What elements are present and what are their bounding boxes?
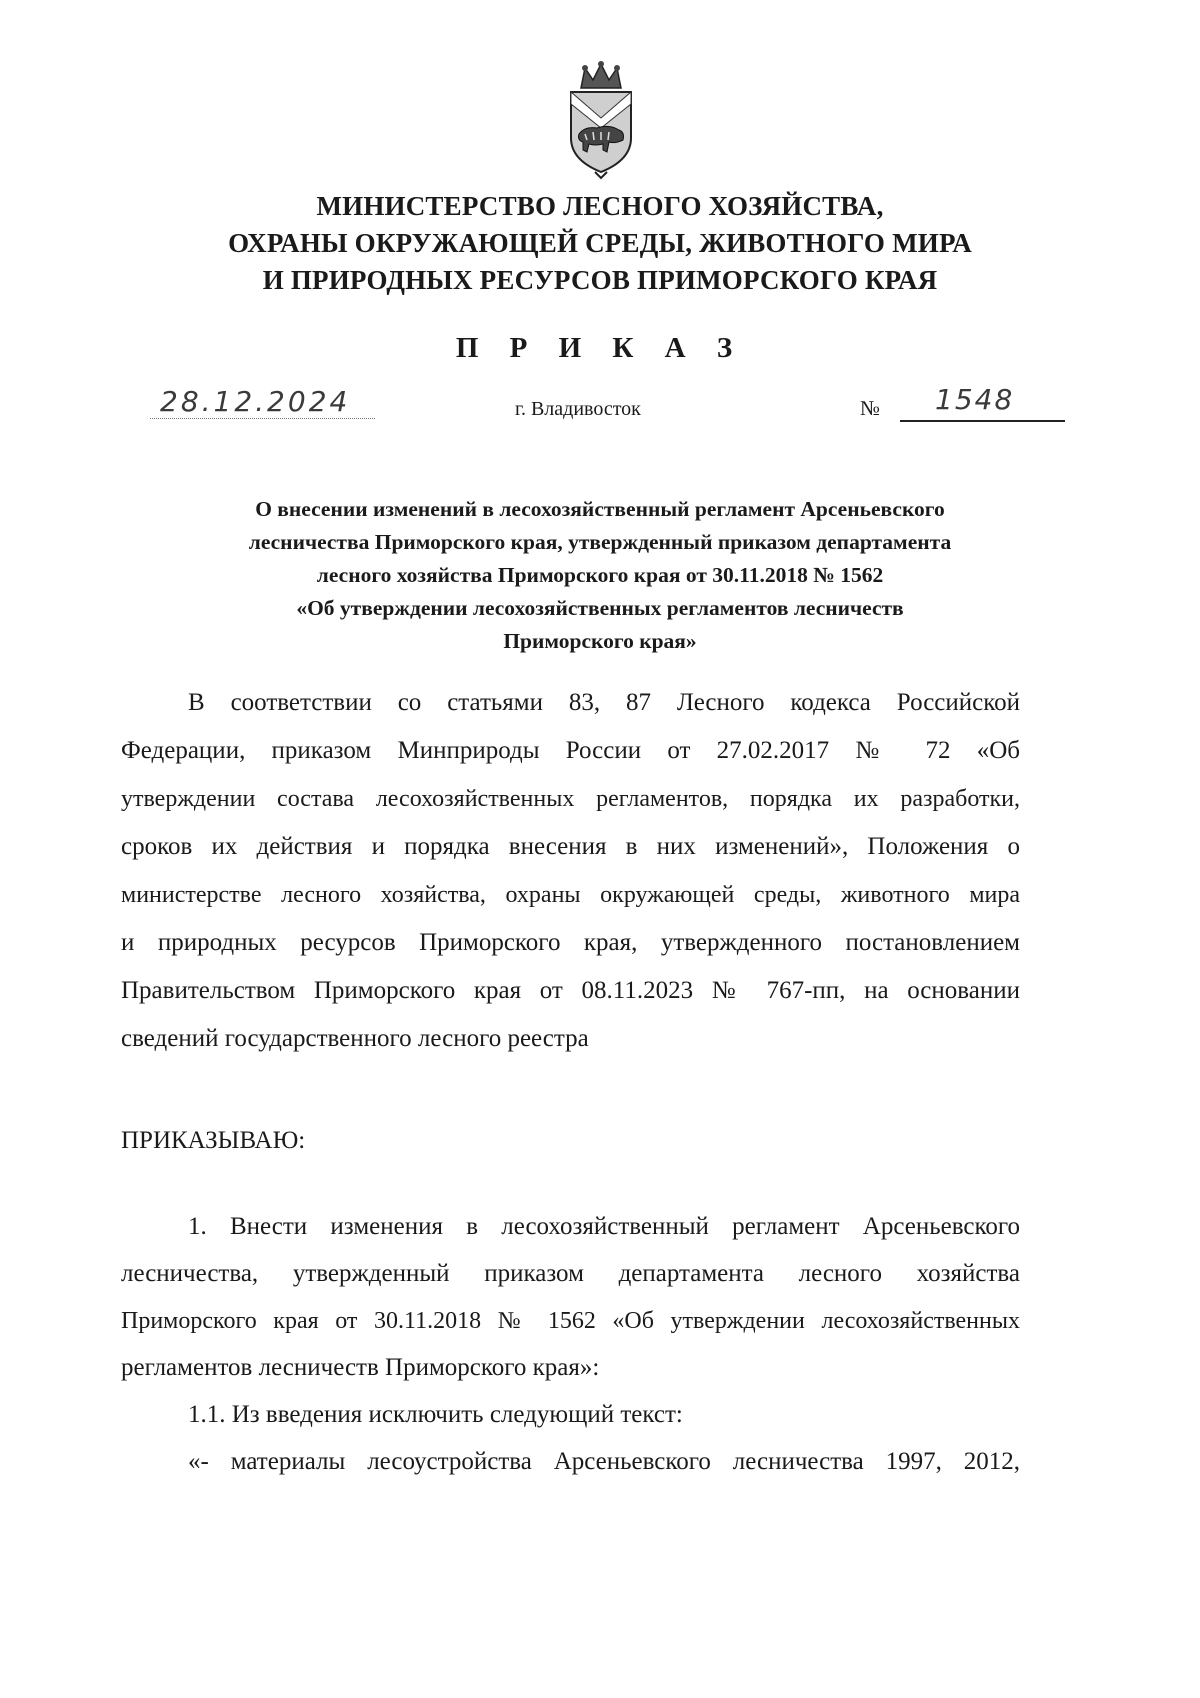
ministry-line: ОХРАНЫ ОКРУЖАЮЩЕЙ СРЕДЫ, ЖИВОТНОГО МИРА (228, 228, 972, 258)
document-type-title: П Р И К А З (455, 332, 745, 364)
subject-line: Приморского края» (503, 629, 697, 653)
ministry-name (150, 188, 1050, 299)
number-sign: № (860, 396, 881, 420)
order-city: г. Владивосток (515, 398, 641, 420)
item-line: 1. Внести изменения в лесохозяйственный регламент Арсеньевского (188, 1213, 1020, 1240)
subject-line: лесного хозяйства Приморского края от 30.11.2018 № 1562 (316, 563, 884, 587)
item-line: регламентов лесничеств Приморского края»: (121, 1354, 600, 1381)
subitem-line: 1.1. Из введения исключить следующий текст: (188, 1401, 683, 1428)
order-date: 28.12.2024 (160, 385, 351, 418)
item-line: лесничества, утвержденный приказом департамента лесного хозяйства (121, 1260, 1020, 1287)
ministry-line: И ПРИРОДНЫХ РЕСУРСОВ ПРИМОРСКОГО КРАЯ (262, 265, 938, 295)
preamble-line: В соответствии со статьями 83, 87 Лесного кодекса Российской (188, 689, 1020, 716)
item-line: Приморского края от 30.11.2018 № 1562 «Об утверждении лесохозяйственных (121, 1308, 1020, 1334)
preamble-line: утверждении состава лесохозяйственных регламентов, порядка их разработки, (121, 786, 1020, 812)
order-number: 1548 (935, 383, 1015, 416)
preamble-line: и природных ресурсов Приморского края, утвержденного постановлением (121, 929, 1020, 956)
preamble-line: сведений государственного лесного реестра (121, 1025, 589, 1052)
preamble-line: Правительством Приморского края от 08.11.2023 № 767-пп, на основании (121, 977, 1020, 1004)
ministry-line: МИНИСТЕРСТВО ЛЕСНОГО ХОЗЯЙСТВА, (316, 191, 884, 221)
preamble-line: сроков их действия и порядка внесения в них изменений», Положения о (121, 833, 1020, 860)
coat-of-arms-icon (565, 60, 637, 180)
subject-line: О внесении изменений в лесохозяйственный регламент Арсеньевского (255, 497, 945, 521)
preamble-line: Федерации, приказом Минприроды России от 27.02.2017 № 72 «Об (121, 737, 1020, 764)
date-underline (150, 418, 375, 419)
preamble-line: министерстве лесного хозяйства, охраны окружающей среды, животного мира (121, 882, 1020, 908)
subitem-line: «- материалы лесоустройства Арсеньевского лесничества 1997, 2012, (188, 1448, 1020, 1475)
number-underline (900, 420, 1065, 422)
order-subject (130, 493, 1070, 658)
order-directive-word: ПРИКАЗЫВАЮ: (121, 1127, 306, 1154)
subject-line: «Об утверждении лесохозяйственных регламентов лесничеств (296, 596, 904, 620)
subject-line: лесничества Приморского края, утвержденный приказом департамента (248, 530, 952, 554)
